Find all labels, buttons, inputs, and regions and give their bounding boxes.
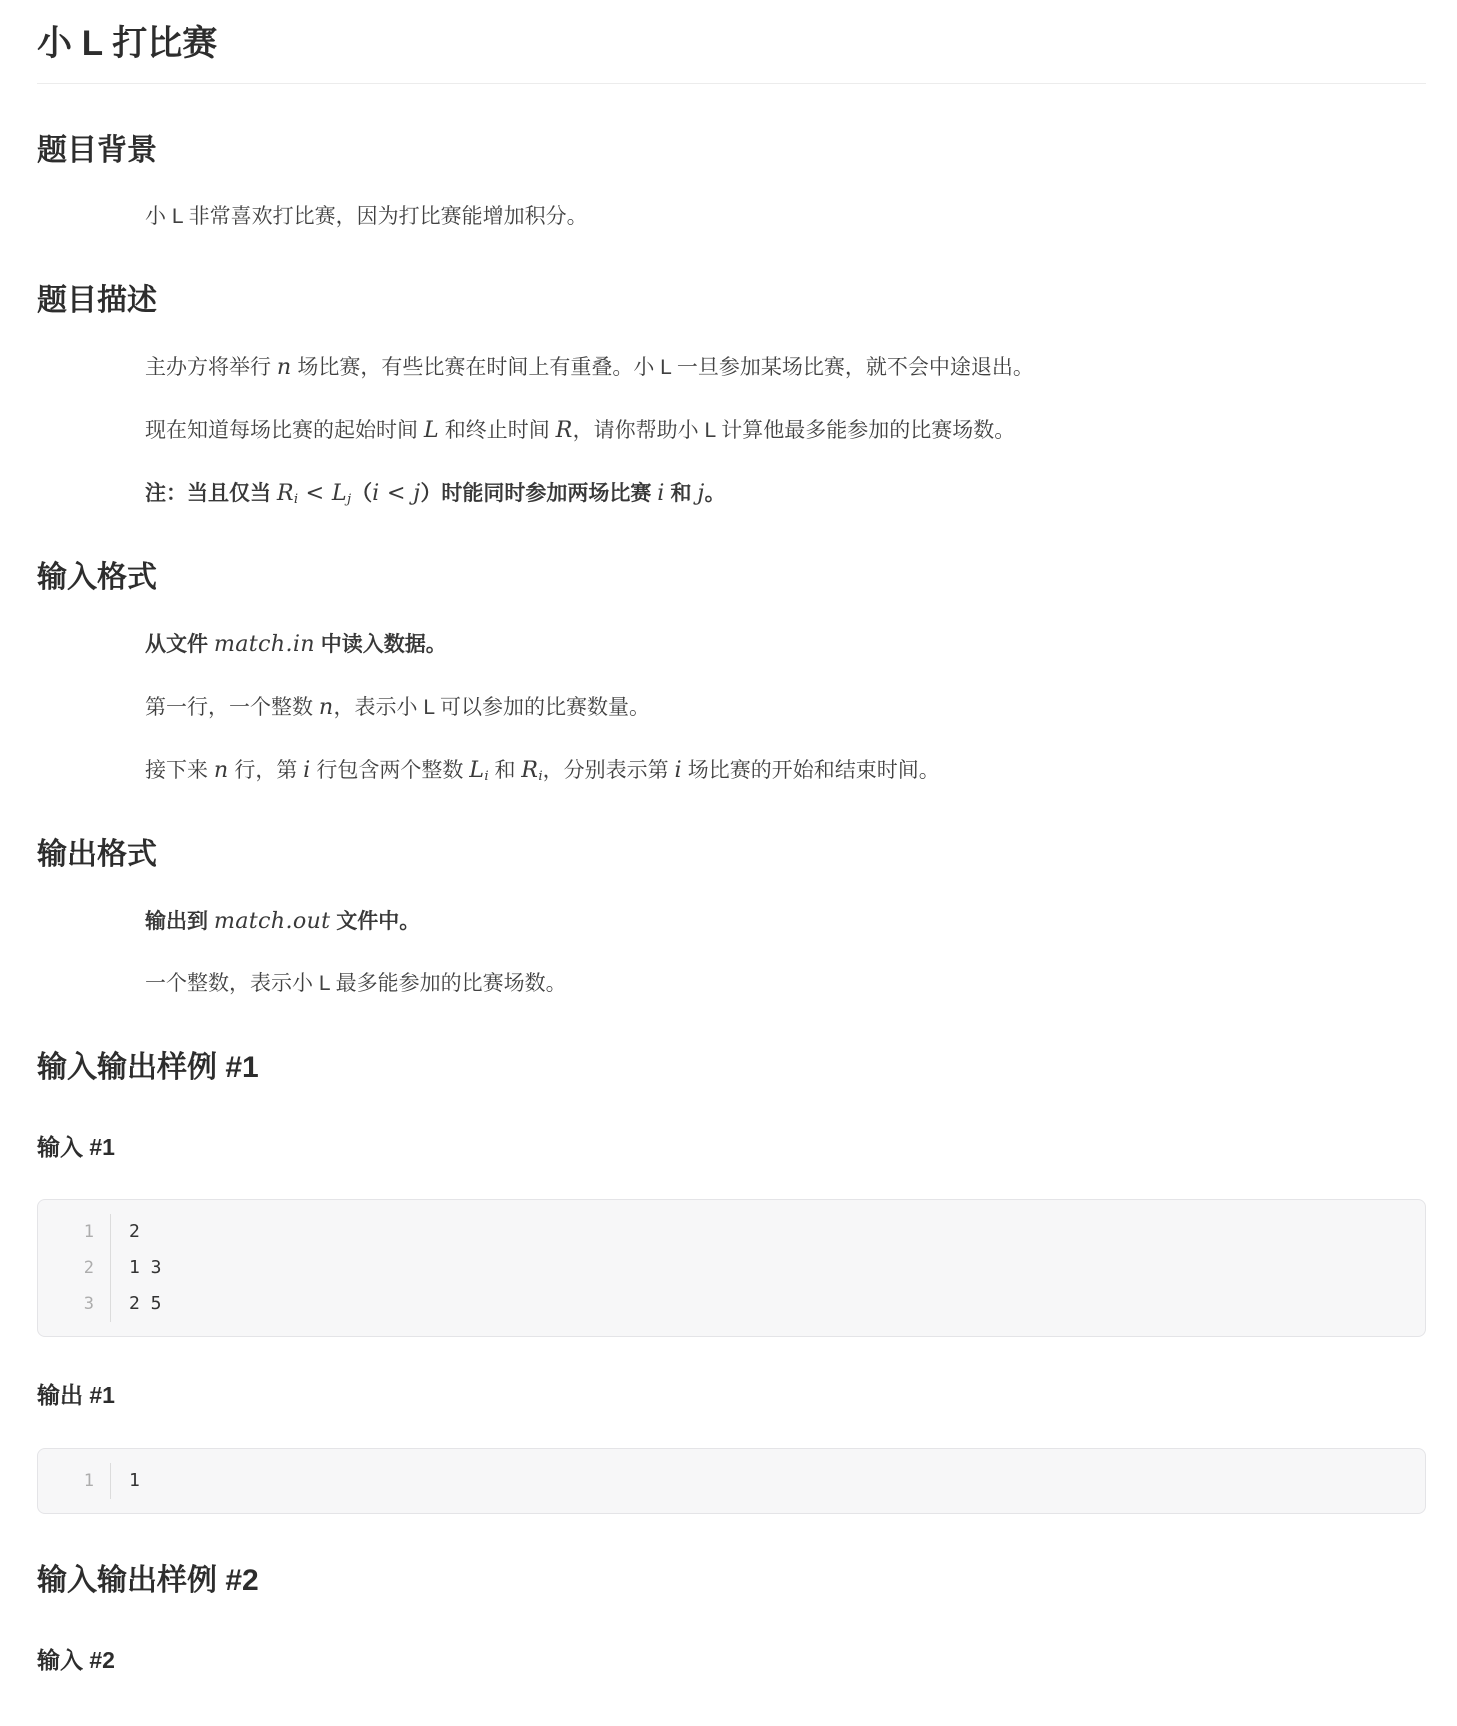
math-inline: i — [674, 757, 682, 784]
line-number: 1 — [38, 1463, 111, 1499]
math-inline: match.out — [213, 908, 331, 935]
paragraph-output-file: 输出到 match.out 文件中。 — [145, 908, 421, 935]
sample1-input-code-block — [37, 1199, 1426, 1337]
math-inline: L — [423, 417, 439, 444]
section-sample-2 — [37, 1560, 1426, 1676]
math-inline: < — [298, 480, 332, 507]
line-number: 3 — [38, 1286, 111, 1322]
paragraph-input-lines: 接下来 n 行，第 i 行包含两个整数 $L_i$ 和 $R_i$，分别表示第 i 场比赛的开始和结束时间。 — [145, 757, 940, 785]
paragraph-description-1: 主办方将举行 n 场比赛，有些比赛在时间上有重叠。小 L 一旦参加某场比赛，就不会中途退出。 — [145, 354, 1034, 381]
section-sample-1 — [37, 1047, 1426, 1513]
math-inline: match.in — [213, 631, 315, 658]
section-heading-description: 题目描述 — [37, 284, 157, 318]
math-inline: $L_j$ — [331, 480, 352, 508]
code-line-row — [38, 1250, 1425, 1286]
section-output-format — [37, 834, 1426, 1001]
line-number: 2 — [38, 1250, 111, 1286]
math-inline: n — [276, 354, 292, 381]
code-line-row — [38, 1463, 1425, 1499]
paragraph-background-1: 小 L 非常喜欢打比赛，因为打比赛能增加积分。 — [145, 205, 588, 229]
sample2-heading: 输入输出样例 #2 — [37, 1563, 259, 1597]
code-line-text: 1 3 — [129, 1257, 162, 1279]
problem-title: 小 L 打比赛 — [37, 20, 1426, 84]
paragraph-input-line1: 第一行，一个整数 n，表示小 L 可以参加的比赛数量。 — [145, 694, 651, 721]
math-inline: i — [372, 480, 380, 507]
sample1-heading: 输入输出样例 #1 — [37, 1051, 259, 1085]
math-inline: j — [697, 480, 705, 507]
math-inline: $R_i$ — [276, 480, 299, 508]
code-line-text: 2 5 — [129, 1293, 162, 1315]
sample1-output-heading: 输出 #1 — [37, 1382, 115, 1409]
line-number: 1 — [38, 1214, 111, 1250]
section-heading-output-format: 输出格式 — [37, 838, 157, 872]
math-inline: j — [413, 480, 421, 507]
math-inline: i — [303, 757, 311, 784]
sample1-output-code-block — [37, 1448, 1426, 1514]
paragraph-description-2: 现在知道每场比赛的起始时间 L 和终止时间 R，请你帮助小 L 计算他最多能参加的比赛场数。 — [145, 417, 1016, 444]
math-inline: n — [318, 694, 334, 721]
math-inline: R — [555, 417, 573, 444]
code-line-row — [38, 1286, 1425, 1322]
math-inline: n — [213, 757, 229, 784]
paragraph-output-desc: 一个整数，表示小 L 最多能参加的比赛场数。 — [145, 972, 567, 996]
code-line-text: 2 — [129, 1221, 140, 1243]
section-background — [37, 130, 1426, 234]
code-line-text: 1 — [129, 1469, 140, 1491]
math-inline: i — [657, 480, 665, 507]
code-line-row — [38, 1214, 1425, 1250]
math-inline: $L_i$ — [469, 757, 489, 785]
paragraph-input-file: 从文件 match.in 中读入数据。 — [145, 631, 447, 658]
math-inline: $R_i$ — [521, 757, 543, 785]
section-description — [37, 280, 1426, 511]
section-input-format — [37, 557, 1426, 788]
math-inline: < — [379, 480, 414, 507]
section-heading-background: 题目背景 — [37, 134, 157, 168]
sample1-input-heading: 输入 #1 — [37, 1134, 115, 1161]
paragraph-description-note: 注：当且仅当 $R_i < L_j(i < j)$时能同时参加两场比赛 i 和 j。 — [145, 480, 726, 508]
sample2-input-heading: 输入 #2 — [37, 1646, 115, 1673]
section-heading-input-format: 输入格式 — [37, 561, 157, 595]
